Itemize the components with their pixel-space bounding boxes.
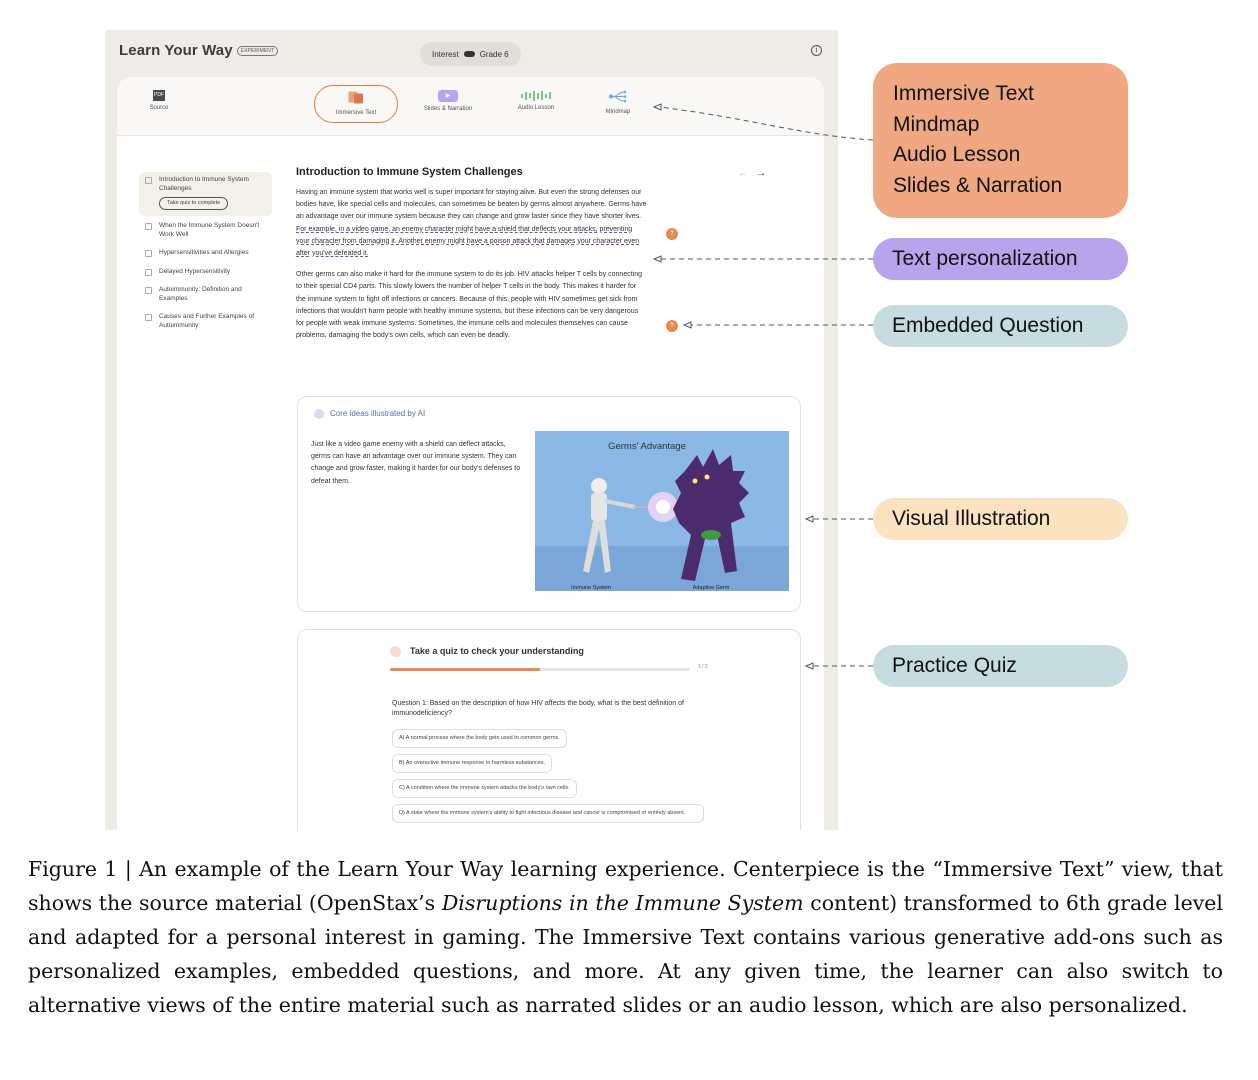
quiz-icon: [390, 646, 401, 657]
view-toolbar: [117, 77, 824, 135]
app-screenshot: [105, 30, 838, 830]
callout-visual-illustration: Visual Illustration: [873, 498, 1128, 540]
quiz-progress-fill: [390, 668, 540, 671]
checkbox-icon[interactable]: [145, 250, 152, 257]
quiz-question: Question 1: Based on the description of how HIV affects the body, what is the best definition of immunodeficiency?: [392, 700, 684, 717]
personalized-example[interactable]: For example, in a video game, an enemy character might have a shield that deflects your attacks, preventing your character from damaging it. Another enemy might have a poison attack that damages your character even after you've defeated it.: [296, 225, 640, 258]
sidebar-item-hypersensitivities[interactable]: Hypersensitivities and Allergies: [139, 245, 272, 262]
sidebar-item-autoimmunity[interactable]: Autoimmunity: Definition and Examples: [139, 282, 272, 307]
quiz-option-b[interactable]: B) An overactive immune response to harmless substances.: [392, 754, 552, 773]
quiz-card: [297, 629, 801, 830]
callout-views: Immersive Text Mindmap Audio Lesson Slides & Narration: [873, 63, 1128, 218]
quiz-option-a[interactable]: A) A normal process where the body gets used to common germs.: [392, 729, 567, 748]
quiz-option-c[interactable]: C) A condition where the immune system attacks the body's own cells.: [392, 779, 577, 798]
checkbox-icon[interactable]: [145, 223, 152, 230]
immersive-text-main: [296, 166, 796, 342]
pdf-icon: PDF: [153, 90, 165, 101]
sidebar-item-introduction[interactable]: Introduction to Immune System Challenges Take quiz to complete: [139, 172, 272, 216]
checkbox-icon[interactable]: [145, 287, 152, 294]
source-tab[interactable]: PDF Source: [149, 92, 169, 111]
sparkle-icon: [314, 409, 324, 419]
figure-caption: Figure 1 | An example of the Learn Your Way learning experience. Centerpiece is the “Immersive Text” view, that shows the source material (OpenStax’s Disruptions in the Immune System content) transformed to 6th grade level and adapted for a personal interest in gaming. The Immersive Text contains various generative add-ons such as personalized examples, embedded questions, and more. At any given time, the learner can also switch to alternative views of the entire material such as narrated slides or an audio lesson, which are also personalized.: [28, 857, 1223, 1017]
paragraph-2: Other germs can also make it hard for the immune system to do its job. HIV attacks helper T cells by connecting to their special CD4 parts. This slowly lowers the number of helper T cells in the body. This makes it harder for the immune system to fight off infections or cancers. Because of this, people with HIV sometimes get sick from infections that wouldn't harm people with healthy immune systems, but these infections can be very dangerous for people with weak immune systems. Sometimes, the immune cells and molecules themselves can cause problems, damaging the body's own cells, which can even be deadly.: [296, 271, 643, 340]
experiment-badge: EXPERIMENT: [237, 46, 279, 56]
sidebar-item-delayed-hypersensitivity[interactable]: Delayed Hypersensitivity: [139, 264, 272, 281]
callout-text-personalization: Text personalization: [873, 238, 1128, 280]
tab-slides-narration[interactable]: ▶ Slides & Narration: [417, 85, 479, 112]
sidebar-item-immune-system[interactable]: When the Immune System Doesn't Work Well: [139, 218, 272, 243]
sidebar: [139, 172, 272, 336]
app-title: Learn Your Way EXPERIMENT: [119, 42, 278, 59]
illustration-label-right: Adaptive Germ: [692, 585, 730, 591]
callout-practice-quiz: Practice Quiz: [873, 645, 1128, 687]
illustration-label-left: Immune System: [571, 585, 611, 591]
interest-grade-pill[interactable]: Interest Grade 6: [420, 42, 521, 66]
quiz-option-d[interactable]: D) A state where the immune system's ability to fight infectious disease and cancer is compromised or entirely absent.: [392, 804, 704, 823]
callout-embedded-question: Embedded Question: [873, 305, 1128, 347]
waveform-icon: [521, 90, 551, 101]
quiz-progress-bar: [390, 668, 690, 671]
embedded-question-icon[interactable]: ?: [666, 320, 678, 332]
info-icon[interactable]: i: [811, 45, 822, 56]
sidebar-item-causes[interactable]: Causes and Further Examples of Autoimmunity: [139, 309, 272, 334]
slides-icon: ▶: [438, 90, 458, 102]
illustration-title: Germs' Advantage: [608, 441, 686, 452]
take-quiz-button[interactable]: Take quiz to complete: [159, 197, 228, 210]
question-badge-icon[interactable]: ?: [666, 228, 678, 240]
quiz-progress-label: 1 / 2: [698, 664, 708, 670]
checkbox-icon[interactable]: [145, 177, 152, 184]
prev-arrow-icon[interactable]: ←: [738, 168, 756, 179]
content-area: [117, 135, 824, 830]
illustration-caption: Just like a video game enemy with a shield can deflect attacks, germs can have an advantage over our immune system. They can change and grow faster, making it harder for our body's defenses to defeat them.: [311, 441, 521, 485]
shield-flash: [648, 492, 678, 522]
section-nav: [738, 168, 774, 179]
illustration-card-header: Core ideas illustrated by AI: [314, 409, 425, 419]
next-arrow-icon[interactable]: →: [756, 168, 774, 179]
tab-mindmap[interactable]: Mindmap: [597, 85, 639, 115]
checkbox-icon[interactable]: [145, 269, 152, 276]
ai-illustration[interactable]: [535, 431, 789, 591]
quiz-card-header: Take a quiz to check your understanding: [390, 646, 584, 657]
document-icon: [348, 91, 364, 104]
gamepad-icon: [464, 51, 475, 57]
paragraph-1: Having an immune system that works well is super important for staying alive. But even the strong defenses our bodies have, like special cells and molecules, can sometimes be beaten by germs almost anywhere. Germs have an advantage over our immune system because they can change and grow faster since they have shorter lives. For example, in a video game, an enemy character might have a shield that deflects your attacks, preventing your character from damaging it. Another enemy might have a poison attack that damages your character even after you've defeated it.: [296, 189, 647, 258]
mindmap-icon: [606, 90, 630, 103]
tab-immersive-text[interactable]: Immersive Text: [314, 85, 398, 123]
illustration-card: [297, 396, 801, 612]
tab-audio-lesson[interactable]: Audio Lesson: [512, 85, 560, 111]
checkbox-icon[interactable]: [145, 314, 152, 321]
section-title: Introduction to Immune System Challenges: [296, 166, 523, 178]
